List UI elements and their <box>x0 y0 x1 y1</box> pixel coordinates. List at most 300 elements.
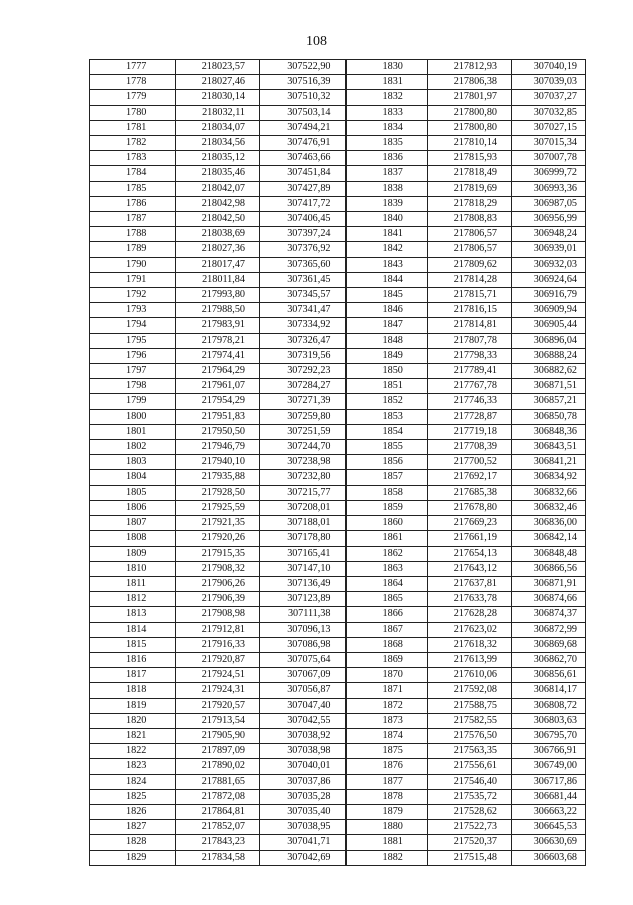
table-row <box>90 774 586 789</box>
x-coordinate-cell: 217954,29 <box>176 394 260 409</box>
point-number-cell: 1821 <box>90 728 176 743</box>
x-coordinate-cell: 218042,07 <box>176 181 260 196</box>
y-coordinate-cell: 306717,86 <box>512 774 586 789</box>
y-coordinate-cell: 306681,44 <box>512 789 586 804</box>
point-number-cell: 1868 <box>346 637 428 652</box>
point-number-cell: 1850 <box>346 364 428 379</box>
table-row <box>90 607 586 622</box>
y-coordinate-cell: 306888,24 <box>512 348 586 363</box>
y-coordinate-cell: 306993,36 <box>512 181 586 196</box>
point-number-cell: 1867 <box>346 622 428 637</box>
point-number-cell: 1825 <box>90 789 176 804</box>
point-number-cell: 1833 <box>346 105 428 120</box>
x-coordinate-cell: 217800,80 <box>428 105 512 120</box>
table-row <box>90 151 586 166</box>
y-coordinate-cell: 306924,64 <box>512 272 586 287</box>
x-coordinate-cell: 217812,93 <box>428 60 512 75</box>
point-number-cell: 1830 <box>346 60 428 75</box>
y-coordinate-cell: 307123,89 <box>260 592 346 607</box>
x-coordinate-cell: 217946,79 <box>176 440 260 455</box>
x-coordinate-cell: 218034,07 <box>176 120 260 135</box>
y-coordinate-cell: 306882,62 <box>512 364 586 379</box>
x-coordinate-cell: 217678,80 <box>428 500 512 515</box>
x-coordinate-cell: 217890,02 <box>176 759 260 774</box>
y-coordinate-cell: 307188,01 <box>260 516 346 531</box>
table-row <box>90 637 586 652</box>
y-coordinate-cell: 307463,66 <box>260 151 346 166</box>
table-row <box>90 136 586 151</box>
y-coordinate-cell: 307238,98 <box>260 455 346 470</box>
x-coordinate-cell: 217628,28 <box>428 607 512 622</box>
table-row <box>90 820 586 835</box>
x-coordinate-cell: 218027,46 <box>176 75 260 90</box>
point-number-cell: 1875 <box>346 744 428 759</box>
point-number-cell: 1842 <box>346 242 428 257</box>
y-coordinate-cell: 307015,34 <box>512 136 586 151</box>
point-number-cell: 1809 <box>90 546 176 561</box>
x-coordinate-cell: 217915,35 <box>176 546 260 561</box>
x-coordinate-cell: 217546,40 <box>428 774 512 789</box>
y-coordinate-cell: 307251,59 <box>260 424 346 439</box>
y-coordinate-cell: 307067,09 <box>260 668 346 683</box>
point-number-cell: 1862 <box>346 546 428 561</box>
point-number-cell: 1805 <box>90 485 176 500</box>
point-number-cell: 1782 <box>90 136 176 151</box>
y-coordinate-cell: 307035,40 <box>260 804 346 819</box>
y-coordinate-cell: 307056,87 <box>260 683 346 698</box>
y-coordinate-cell: 306871,51 <box>512 379 586 394</box>
table-row <box>90 455 586 470</box>
point-number-cell: 1810 <box>90 561 176 576</box>
point-number-cell: 1837 <box>346 166 428 181</box>
x-coordinate-cell: 217618,32 <box>428 637 512 652</box>
x-coordinate-cell: 218023,57 <box>176 60 260 75</box>
x-coordinate-cell: 217881,65 <box>176 774 260 789</box>
point-number-cell: 1795 <box>90 333 176 348</box>
y-coordinate-cell: 306749,00 <box>512 759 586 774</box>
table-row <box>90 531 586 546</box>
table-row <box>90 379 586 394</box>
point-number-cell: 1879 <box>346 804 428 819</box>
x-coordinate-cell: 217819,69 <box>428 181 512 196</box>
y-coordinate-cell: 307376,92 <box>260 242 346 257</box>
table-row <box>90 500 586 515</box>
y-coordinate-cell: 307397,24 <box>260 227 346 242</box>
table-row <box>90 470 586 485</box>
point-number-cell: 1873 <box>346 713 428 728</box>
y-coordinate-cell: 306850,78 <box>512 409 586 424</box>
y-coordinate-cell: 307047,40 <box>260 698 346 713</box>
point-number-cell: 1780 <box>90 105 176 120</box>
point-number-cell: 1877 <box>346 774 428 789</box>
point-number-cell: 1826 <box>90 804 176 819</box>
x-coordinate-cell: 217983,91 <box>176 318 260 333</box>
x-coordinate-cell: 217700,52 <box>428 455 512 470</box>
y-coordinate-cell: 307476,91 <box>260 136 346 151</box>
point-number-cell: 1861 <box>346 531 428 546</box>
point-number-cell: 1798 <box>90 379 176 394</box>
point-number-cell: 1882 <box>346 850 428 865</box>
x-coordinate-cell: 217814,28 <box>428 272 512 287</box>
point-number-cell: 1808 <box>90 531 176 546</box>
x-coordinate-cell: 217920,26 <box>176 531 260 546</box>
table-row <box>90 546 586 561</box>
point-number-cell: 1829 <box>90 850 176 865</box>
y-coordinate-cell: 306848,36 <box>512 424 586 439</box>
x-coordinate-cell: 218038,69 <box>176 227 260 242</box>
table-row <box>90 622 586 637</box>
y-coordinate-cell: 307039,03 <box>512 75 586 90</box>
y-coordinate-cell: 306842,14 <box>512 531 586 546</box>
point-number-cell: 1799 <box>90 394 176 409</box>
x-coordinate-cell: 217950,50 <box>176 424 260 439</box>
y-coordinate-cell: 306808,72 <box>512 698 586 713</box>
point-number-cell: 1790 <box>90 257 176 272</box>
x-coordinate-cell: 217708,39 <box>428 440 512 455</box>
x-coordinate-cell: 217908,98 <box>176 607 260 622</box>
y-coordinate-cell: 307510,32 <box>260 90 346 105</box>
point-number-cell: 1828 <box>90 835 176 850</box>
x-coordinate-cell: 217767,78 <box>428 379 512 394</box>
point-number-cell: 1822 <box>90 744 176 759</box>
x-coordinate-cell: 218034,56 <box>176 136 260 151</box>
point-number-cell: 1865 <box>346 592 428 607</box>
point-number-cell: 1804 <box>90 470 176 485</box>
y-coordinate-cell: 307319,56 <box>260 348 346 363</box>
y-coordinate-cell: 307007,78 <box>512 151 586 166</box>
point-number-cell: 1784 <box>90 166 176 181</box>
y-coordinate-cell: 306795,70 <box>512 728 586 743</box>
y-coordinate-cell: 307042,69 <box>260 850 346 865</box>
table-row <box>90 713 586 728</box>
x-coordinate-cell: 217908,32 <box>176 561 260 576</box>
table-row <box>90 90 586 105</box>
point-number-cell: 1796 <box>90 348 176 363</box>
x-coordinate-cell: 217814,81 <box>428 318 512 333</box>
y-coordinate-cell: 307365,60 <box>260 257 346 272</box>
y-coordinate-cell: 307075,64 <box>260 652 346 667</box>
x-coordinate-cell: 217818,49 <box>428 166 512 181</box>
table-row <box>90 227 586 242</box>
point-number-cell: 1857 <box>346 470 428 485</box>
x-coordinate-cell: 217576,50 <box>428 728 512 743</box>
point-number-cell: 1872 <box>346 698 428 713</box>
y-coordinate-cell: 307027,15 <box>512 120 586 135</box>
point-number-cell: 1843 <box>346 257 428 272</box>
y-coordinate-cell: 307178,80 <box>260 531 346 546</box>
point-number-cell: 1854 <box>346 424 428 439</box>
point-number-cell: 1793 <box>90 303 176 318</box>
y-coordinate-cell: 306939,01 <box>512 242 586 257</box>
y-coordinate-cell: 307096,13 <box>260 622 346 637</box>
y-coordinate-cell: 307334,92 <box>260 318 346 333</box>
y-coordinate-cell: 307284,27 <box>260 379 346 394</box>
y-coordinate-cell: 307427,89 <box>260 181 346 196</box>
table-row <box>90 516 586 531</box>
table-row <box>90 592 586 607</box>
table-row <box>90 318 586 333</box>
point-number-cell: 1813 <box>90 607 176 622</box>
point-number-cell: 1871 <box>346 683 428 698</box>
y-coordinate-cell: 307345,57 <box>260 288 346 303</box>
table-row <box>90 120 586 135</box>
point-number-cell: 1864 <box>346 576 428 591</box>
point-number-cell: 1831 <box>346 75 428 90</box>
x-coordinate-cell: 217556,61 <box>428 759 512 774</box>
x-coordinate-cell: 217623,02 <box>428 622 512 637</box>
table-row <box>90 759 586 774</box>
x-coordinate-cell: 217913,54 <box>176 713 260 728</box>
x-coordinate-cell: 218011,84 <box>176 272 260 287</box>
x-coordinate-cell: 218035,46 <box>176 166 260 181</box>
x-coordinate-cell: 217905,90 <box>176 728 260 743</box>
table-row <box>90 105 586 120</box>
x-coordinate-cell: 217728,87 <box>428 409 512 424</box>
y-coordinate-cell: 307165,41 <box>260 546 346 561</box>
x-coordinate-cell: 217806,57 <box>428 242 512 257</box>
y-coordinate-cell: 307406,45 <box>260 212 346 227</box>
point-number-cell: 1811 <box>90 576 176 591</box>
point-number-cell: 1856 <box>346 455 428 470</box>
point-number-cell: 1820 <box>90 713 176 728</box>
x-coordinate-cell: 217951,83 <box>176 409 260 424</box>
x-coordinate-cell: 217613,99 <box>428 652 512 667</box>
y-coordinate-cell: 306834,92 <box>512 470 586 485</box>
x-coordinate-cell: 217935,88 <box>176 470 260 485</box>
x-coordinate-cell: 217906,26 <box>176 576 260 591</box>
point-number-cell: 1817 <box>90 668 176 683</box>
point-number-cell: 1802 <box>90 440 176 455</box>
table-row <box>90 348 586 363</box>
y-coordinate-cell: 306857,21 <box>512 394 586 409</box>
x-coordinate-cell: 217864,81 <box>176 804 260 819</box>
y-coordinate-cell: 306956,99 <box>512 212 586 227</box>
x-coordinate-cell: 218035,12 <box>176 151 260 166</box>
x-coordinate-cell: 217637,81 <box>428 576 512 591</box>
point-number-cell: 1839 <box>346 196 428 211</box>
table-row <box>90 668 586 683</box>
x-coordinate-cell: 217654,13 <box>428 546 512 561</box>
point-number-cell: 1870 <box>346 668 428 683</box>
table-row <box>90 212 586 227</box>
y-coordinate-cell: 306848,48 <box>512 546 586 561</box>
y-coordinate-cell: 306645,53 <box>512 820 586 835</box>
table-row <box>90 683 586 698</box>
point-number-cell: 1814 <box>90 622 176 637</box>
y-coordinate-cell: 307041,71 <box>260 835 346 850</box>
y-coordinate-cell: 306766,91 <box>512 744 586 759</box>
point-number-cell: 1840 <box>346 212 428 227</box>
x-coordinate-cell: 217515,48 <box>428 850 512 865</box>
point-number-cell: 1863 <box>346 561 428 576</box>
table-row <box>90 698 586 713</box>
point-number-cell: 1800 <box>90 409 176 424</box>
point-number-cell: 1797 <box>90 364 176 379</box>
y-coordinate-cell: 306871,91 <box>512 576 586 591</box>
point-number-cell: 1791 <box>90 272 176 287</box>
x-coordinate-cell: 217685,38 <box>428 485 512 500</box>
point-number-cell: 1860 <box>346 516 428 531</box>
table-row <box>90 60 586 75</box>
x-coordinate-cell: 217800,80 <box>428 120 512 135</box>
point-number-cell: 1781 <box>90 120 176 135</box>
point-number-cell: 1807 <box>90 516 176 531</box>
y-coordinate-cell: 306869,68 <box>512 637 586 652</box>
y-coordinate-cell: 307259,80 <box>260 409 346 424</box>
page-number: 108 <box>306 34 327 49</box>
x-coordinate-cell: 217808,83 <box>428 212 512 227</box>
point-number-cell: 1844 <box>346 272 428 287</box>
point-number-cell: 1838 <box>346 181 428 196</box>
x-coordinate-cell: 217897,09 <box>176 744 260 759</box>
point-number-cell: 1866 <box>346 607 428 622</box>
y-coordinate-cell: 306905,44 <box>512 318 586 333</box>
x-coordinate-cell: 217535,72 <box>428 789 512 804</box>
y-coordinate-cell: 307038,98 <box>260 744 346 759</box>
table-row <box>90 409 586 424</box>
x-coordinate-cell: 217522,73 <box>428 820 512 835</box>
point-number-cell: 1852 <box>346 394 428 409</box>
y-coordinate-cell: 307271,39 <box>260 394 346 409</box>
x-coordinate-cell: 217961,07 <box>176 379 260 394</box>
x-coordinate-cell: 217746,33 <box>428 394 512 409</box>
x-coordinate-cell: 217906,39 <box>176 592 260 607</box>
y-coordinate-cell: 306856,61 <box>512 668 586 683</box>
y-coordinate-cell: 307361,45 <box>260 272 346 287</box>
x-coordinate-cell: 217520,37 <box>428 835 512 850</box>
y-coordinate-cell: 307111,38 <box>260 607 346 622</box>
point-number-cell: 1876 <box>346 759 428 774</box>
x-coordinate-cell: 217816,15 <box>428 303 512 318</box>
x-coordinate-cell: 217924,51 <box>176 668 260 683</box>
table-row <box>90 652 586 667</box>
y-coordinate-cell: 307341,47 <box>260 303 346 318</box>
y-coordinate-cell: 306803,63 <box>512 713 586 728</box>
point-number-cell: 1827 <box>90 820 176 835</box>
y-coordinate-cell: 307326,47 <box>260 333 346 348</box>
table-row <box>90 424 586 439</box>
x-coordinate-cell: 217978,21 <box>176 333 260 348</box>
x-coordinate-cell: 217582,55 <box>428 713 512 728</box>
y-coordinate-cell: 307040,19 <box>512 60 586 75</box>
point-number-cell: 1816 <box>90 652 176 667</box>
point-number-cell: 1869 <box>346 652 428 667</box>
table-row <box>90 303 586 318</box>
y-coordinate-cell: 306832,66 <box>512 485 586 500</box>
x-coordinate-cell: 217872,08 <box>176 789 260 804</box>
y-coordinate-cell: 306603,68 <box>512 850 586 865</box>
table-row <box>90 576 586 591</box>
x-coordinate-cell: 217669,23 <box>428 516 512 531</box>
y-coordinate-cell: 307037,27 <box>512 90 586 105</box>
y-coordinate-cell: 307147,10 <box>260 561 346 576</box>
x-coordinate-cell: 218032,11 <box>176 105 260 120</box>
x-coordinate-cell: 217563,35 <box>428 744 512 759</box>
x-coordinate-cell: 217974,41 <box>176 348 260 363</box>
point-number-cell: 1806 <box>90 500 176 515</box>
table-row <box>90 257 586 272</box>
table-row <box>90 242 586 257</box>
y-coordinate-cell: 307451,84 <box>260 166 346 181</box>
point-number-cell: 1789 <box>90 242 176 257</box>
point-number-cell: 1803 <box>90 455 176 470</box>
x-coordinate-cell: 217928,50 <box>176 485 260 500</box>
point-number-cell: 1880 <box>346 820 428 835</box>
x-coordinate-cell: 217801,97 <box>428 90 512 105</box>
y-coordinate-cell: 307494,21 <box>260 120 346 135</box>
y-coordinate-cell: 307038,95 <box>260 820 346 835</box>
point-number-cell: 1824 <box>90 774 176 789</box>
point-number-cell: 1836 <box>346 151 428 166</box>
point-number-cell: 1851 <box>346 379 428 394</box>
point-number-cell: 1778 <box>90 75 176 90</box>
table-row <box>90 485 586 500</box>
y-coordinate-cell: 307037,86 <box>260 774 346 789</box>
y-coordinate-cell: 306841,21 <box>512 455 586 470</box>
x-coordinate-cell: 217815,71 <box>428 288 512 303</box>
table-row <box>90 835 586 850</box>
point-number-cell: 1787 <box>90 212 176 227</box>
table-row <box>90 789 586 804</box>
y-coordinate-cell: 307516,39 <box>260 75 346 90</box>
point-number-cell: 1785 <box>90 181 176 196</box>
point-number-cell: 1849 <box>346 348 428 363</box>
x-coordinate-cell: 218027,36 <box>176 242 260 257</box>
x-coordinate-cell: 217925,59 <box>176 500 260 515</box>
x-coordinate-cell: 217610,06 <box>428 668 512 683</box>
y-coordinate-cell: 306874,66 <box>512 592 586 607</box>
x-coordinate-cell: 217920,57 <box>176 698 260 713</box>
x-coordinate-cell: 217852,07 <box>176 820 260 835</box>
y-coordinate-cell: 307232,80 <box>260 470 346 485</box>
x-coordinate-cell: 217940,10 <box>176 455 260 470</box>
point-number-cell: 1794 <box>90 318 176 333</box>
y-coordinate-cell: 307522,90 <box>260 60 346 75</box>
table-row <box>90 288 586 303</box>
y-coordinate-cell: 307032,85 <box>512 105 586 120</box>
y-coordinate-cell: 307244,70 <box>260 440 346 455</box>
y-coordinate-cell: 306836,00 <box>512 516 586 531</box>
table-row <box>90 333 586 348</box>
x-coordinate-cell: 218042,98 <box>176 196 260 211</box>
table-row <box>90 728 586 743</box>
point-number-cell: 1832 <box>346 90 428 105</box>
coordinates-table <box>89 59 586 866</box>
point-number-cell: 1777 <box>90 60 176 75</box>
y-coordinate-cell: 306999,72 <box>512 166 586 181</box>
y-coordinate-cell: 306874,37 <box>512 607 586 622</box>
y-coordinate-cell: 307503,14 <box>260 105 346 120</box>
x-coordinate-cell: 217806,38 <box>428 75 512 90</box>
table-row <box>90 440 586 455</box>
x-coordinate-cell: 217528,62 <box>428 804 512 819</box>
x-coordinate-cell: 218017,47 <box>176 257 260 272</box>
x-coordinate-cell: 217719,18 <box>428 424 512 439</box>
x-coordinate-cell: 217810,14 <box>428 136 512 151</box>
point-number-cell: 1853 <box>346 409 428 424</box>
x-coordinate-cell: 217920,87 <box>176 652 260 667</box>
point-number-cell: 1855 <box>346 440 428 455</box>
table-row <box>90 394 586 409</box>
x-coordinate-cell: 217806,57 <box>428 227 512 242</box>
y-coordinate-cell: 307292,23 <box>260 364 346 379</box>
x-coordinate-cell: 217643,12 <box>428 561 512 576</box>
y-coordinate-cell: 306872,99 <box>512 622 586 637</box>
y-coordinate-cell: 307136,49 <box>260 576 346 591</box>
y-coordinate-cell: 307040,01 <box>260 759 346 774</box>
y-coordinate-cell: 306866,56 <box>512 561 586 576</box>
coordinates-table-body <box>90 60 586 866</box>
